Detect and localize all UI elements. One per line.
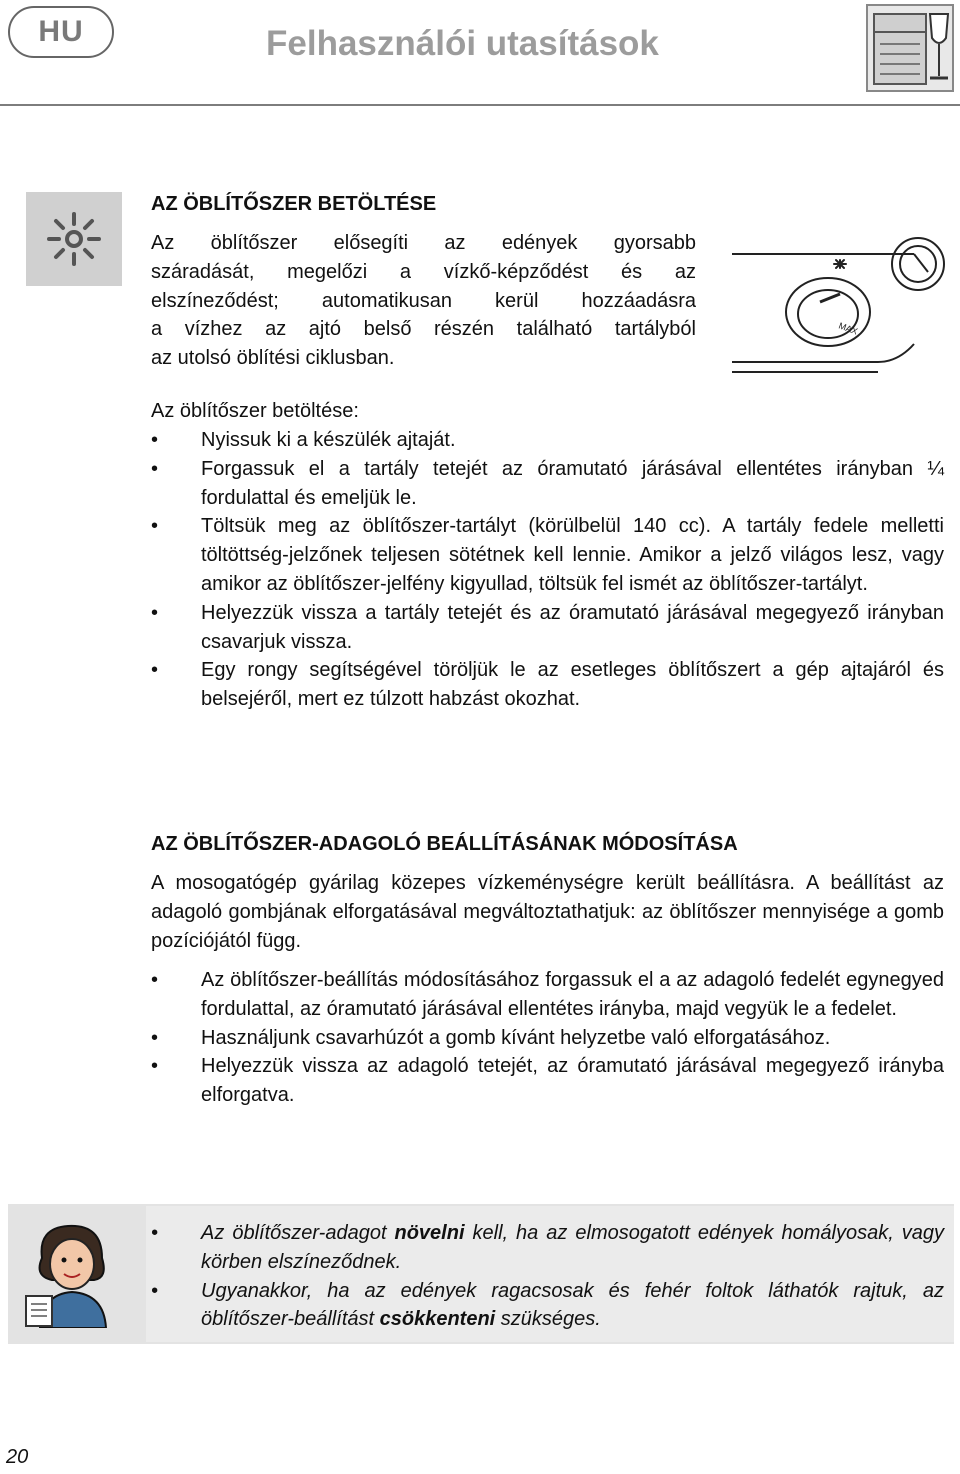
page-number: 20	[6, 1446, 29, 1468]
intro-line: az utolsó öblítési ciklusban.	[151, 347, 395, 370]
list-item	[151, 1052, 944, 1110]
bullet: •	[151, 969, 159, 991]
note-text-after: szükséges.	[495, 1308, 601, 1331]
list-item-text: Egy rongy segítségével töröljük le az esetleges öblítőszert a gép ajtajáról és belsejéről, mert ez túlzott habzást okozhat.	[201, 659, 944, 711]
note-text-before: Ugyanakkor, ha az edények ragacsosak és fehér foltok láthatók rajtuk, az öblítőszer-beállítást	[201, 1279, 944, 1331]
bullet: •	[151, 457, 159, 480]
steps-label: Az öblítőszer betöltése:	[151, 400, 359, 422]
list-item-text: Helyezzük vissza a tartály tetejét és az óramutató járásával megegyező irányban csavarjuk vissza.	[201, 601, 944, 653]
language-badge-label: HU	[38, 15, 84, 48]
list-item	[151, 1024, 944, 1053]
bullet: •	[151, 601, 159, 624]
bullet: •	[151, 1222, 159, 1244]
filling-steps-list	[151, 426, 944, 714]
note-text-after: kell, ha az elmosogatott edények homályosak, vagy körben elszíneződnek.	[201, 1222, 944, 1273]
intro-line: Az öblítőszer elősegíti az edények gyorsabb	[151, 232, 696, 254]
intro-line: elszíneződést; automatikusan kerül hozzáadásra	[151, 289, 696, 312]
section-intro	[151, 229, 696, 373]
list-item-text: Forgassuk el a tartály tetejét az óramutató járásával ellentétes irányban ¼ fordulattal és emeljük le.	[201, 457, 944, 509]
bullet: •	[151, 659, 159, 682]
note-text-before: Az öblítőszer-adagot	[201, 1222, 395, 1244]
list-item	[151, 426, 944, 455]
note-list	[151, 1219, 944, 1334]
bullet: •	[151, 515, 159, 538]
list-item	[151, 1219, 944, 1277]
section-heading-filling: AZ ÖBLÍTŐSZER BETÖLTÉSE	[151, 193, 437, 215]
dishwasher-glass-icon	[866, 4, 954, 92]
max-label: MAX	[837, 320, 860, 337]
woman-advice-icon	[22, 1218, 118, 1328]
note-emphasis-decrease: csökkenteni	[379, 1308, 496, 1331]
list-item	[151, 656, 944, 714]
bullet: •	[151, 1055, 159, 1078]
list-item-text: Helyezzük vissza az adagoló tetejét, az óramutató járásával megegyező irányba elforgatva.	[201, 1055, 944, 1107]
list-item	[151, 1277, 944, 1335]
section-heading-adjustment: AZ ÖBLÍTŐSZER-ADAGOLÓ BEÁLLÍTÁSÁNAK MÓDOSÍTÁSA	[151, 833, 738, 855]
section2-intro: A mosogatógép gyárilag közepes vízkeménységre került beállításra. A beállítást az adagoló gombjának elforgatásával megváltoztathatjuk: az öblítőszer mennyisége a gomb pozíciójától függ.	[151, 872, 944, 952]
language-badge	[8, 6, 114, 58]
list-item-text: Töltsük meg az öblítőszer-tartályt (körülbelül 140 cc). A tartály fedele melletti töltöttség-jelzőnek teljesen sötétnek kell lennie. Amikor a jelző világos lesz, vagy amikor az öblítőszer-jelfény kigyullad, töltsük fel ismét az öblítőszer-tartályt.	[201, 515, 944, 595]
intro-line: a vízhez az ajtó belső részén található tartályból	[151, 318, 696, 341]
note-emphasis-increase: növelni	[394, 1222, 465, 1244]
bullet: •	[151, 429, 159, 451]
list-item-text: Az öblítőszer-beállítás módosításához forgassuk el a az adagoló fedelét egynegyed fordulattal, az óramutató járásával ellentétes irányba, majd vegyük le a fedelet.	[201, 969, 944, 1020]
dispenser-illustration	[728, 232, 954, 394]
intro-line: száradását, megelőzi a vízkő-képződést és az	[151, 260, 696, 283]
list-item	[151, 455, 944, 513]
bullet: •	[151, 1026, 159, 1049]
bullet: •	[151, 1279, 159, 1302]
page-title: Felhasználói utasítások	[266, 24, 659, 63]
adjustment-steps-list	[151, 966, 944, 1110]
list-item	[151, 966, 944, 1024]
list-item-text: Használjunk csavarhúzót a gomb kívánt helyzetbe való elforgatásához.	[201, 1026, 831, 1049]
rinse-aid-icon	[26, 192, 122, 286]
list-item	[151, 599, 944, 657]
list-item	[151, 512, 944, 598]
header-divider	[0, 104, 960, 106]
list-item-text: Nyissuk ki a készülék ajtaját.	[201, 429, 456, 451]
